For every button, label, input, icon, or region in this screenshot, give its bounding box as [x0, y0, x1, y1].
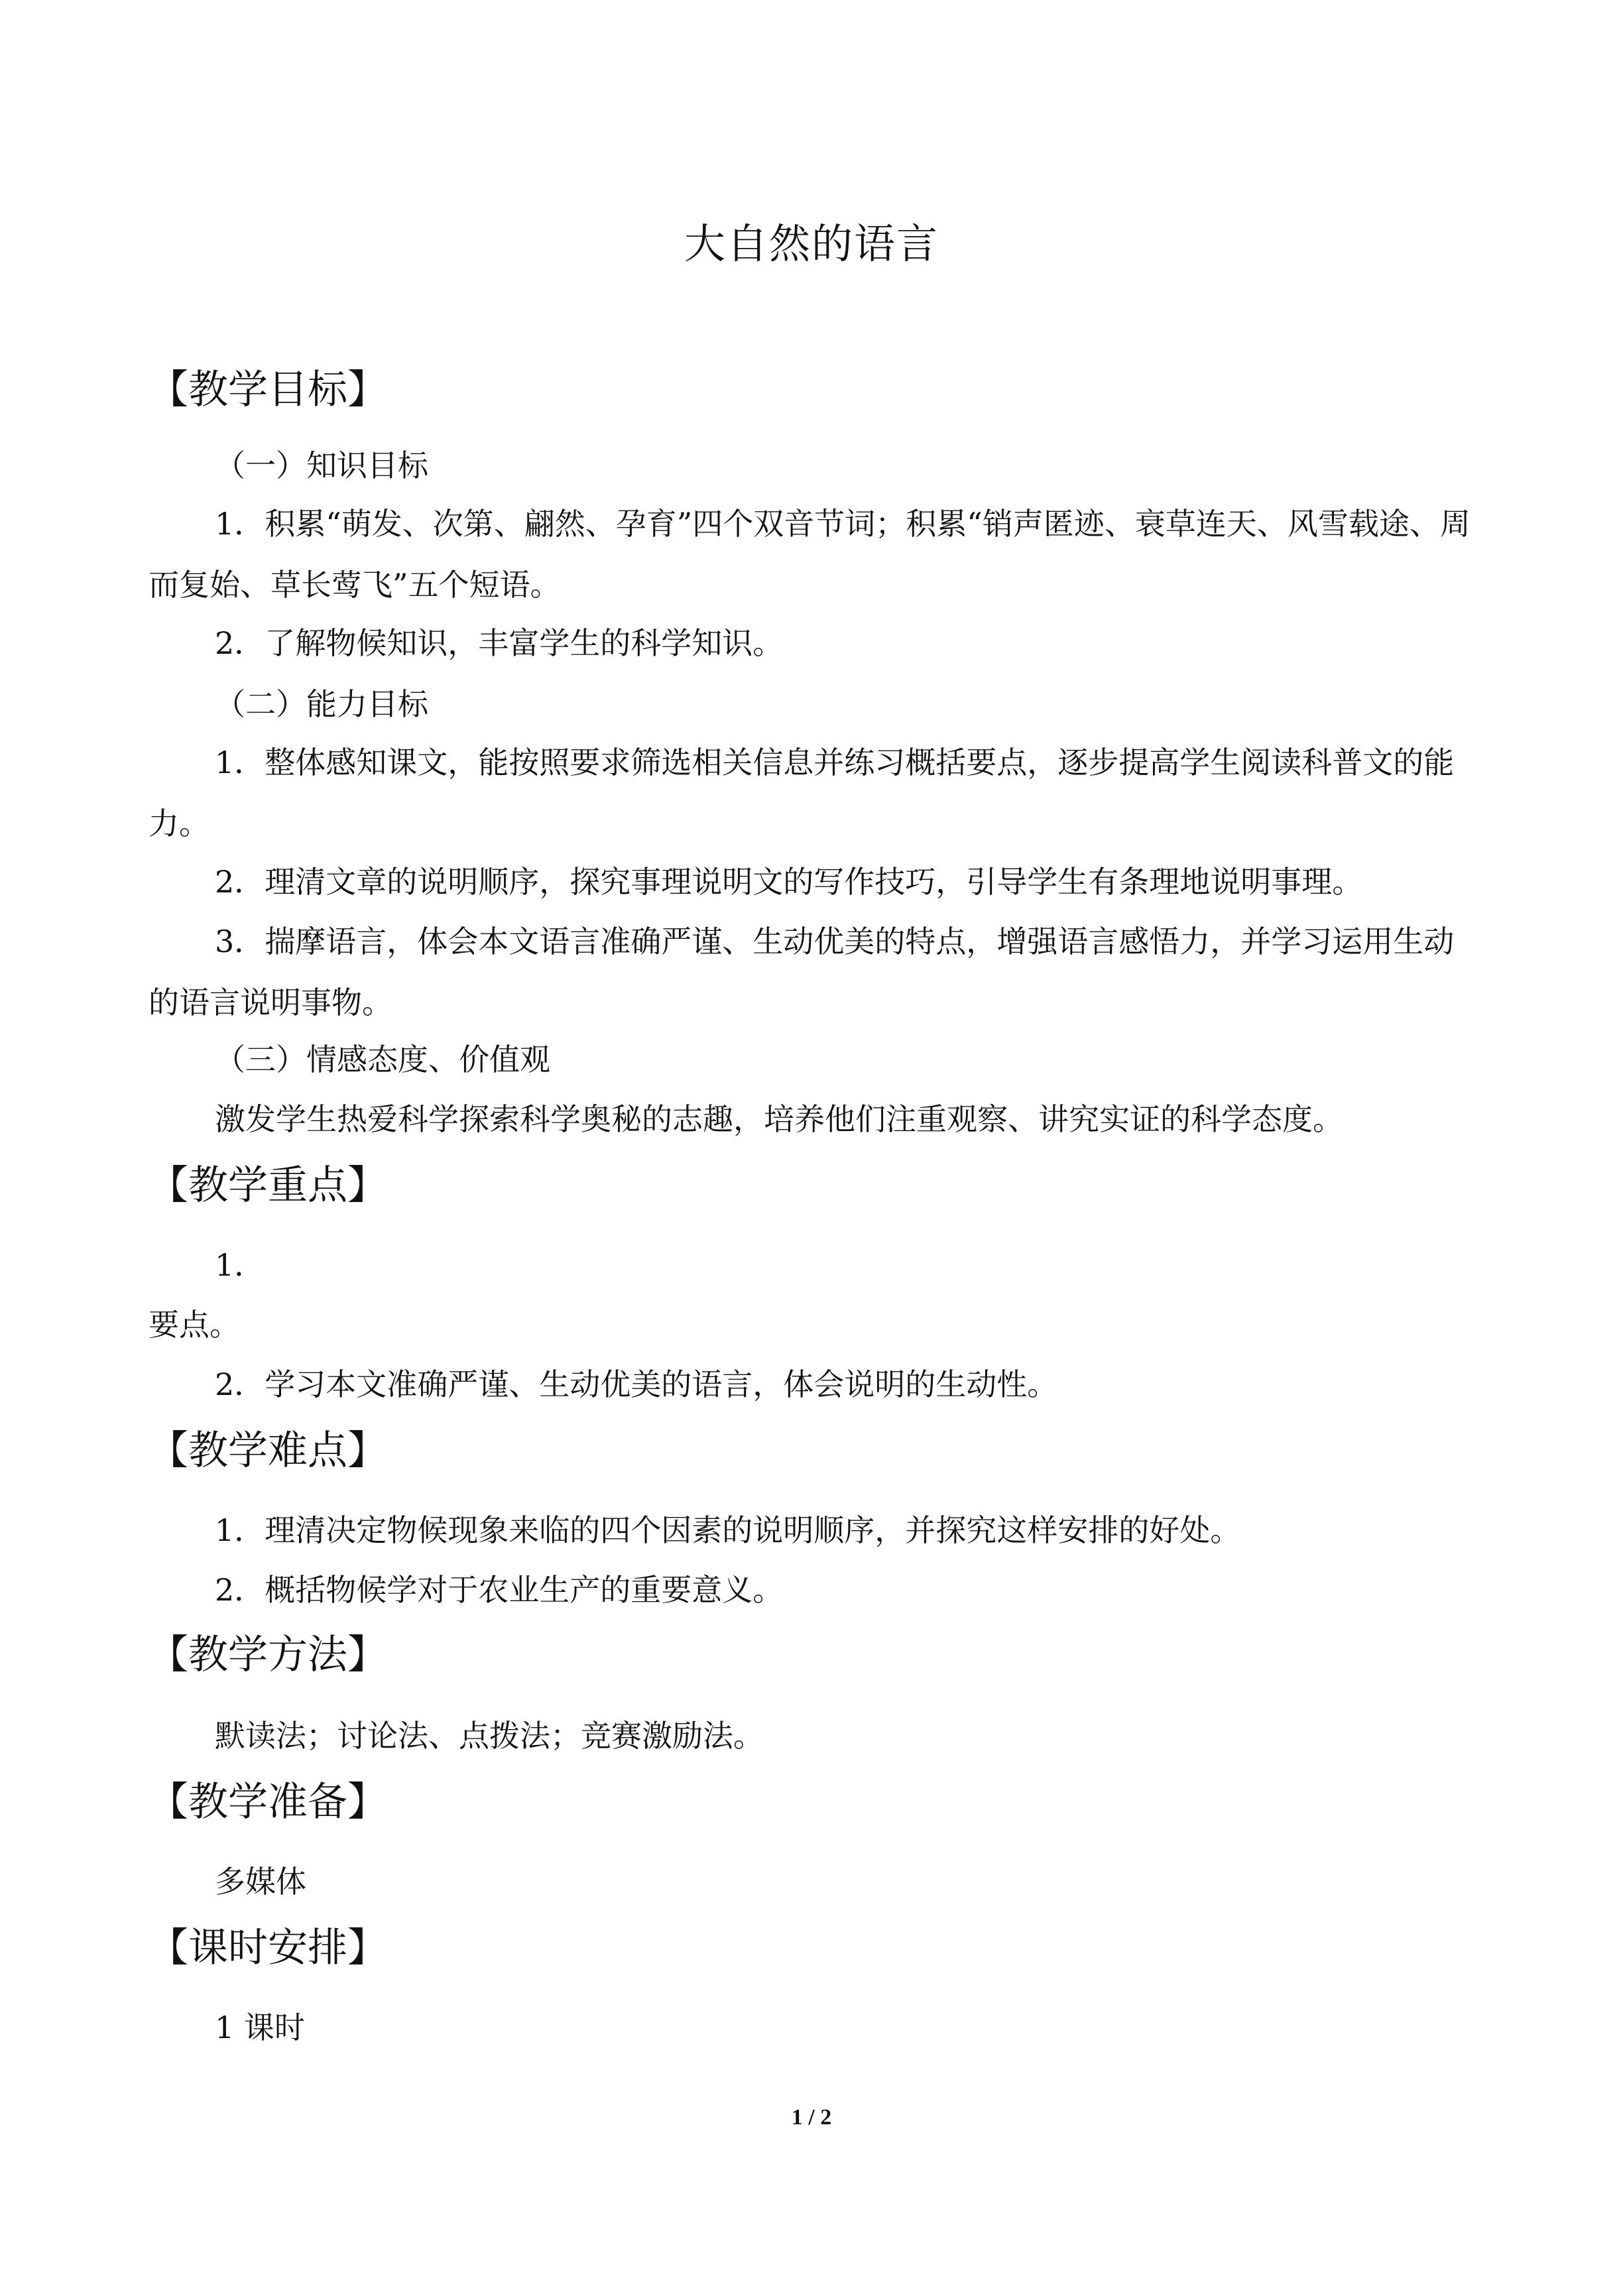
difficulty-1: 1．理清决定物候现象来临的四个因素的说明顺序，并探究这样安排的好处。	[215, 1512, 1241, 1548]
key-point-1-continued: 要点。	[149, 1307, 240, 1343]
key-point-2: 2．学习本文准确严谨、生动优美的语言，体会说明的生动性。	[215, 1366, 1058, 1402]
section-heading-schedule: 【课时安排】	[149, 1925, 387, 1971]
ability-goal-3: 3．揣摩语言，体会本文语言准确严谨、生动优美的特点，增强语言感悟力，并学习运用生动的语言说明事物。	[149, 924, 1455, 1020]
page-title: 大自然的语言	[684, 219, 939, 268]
knowledge-goal-heading: （一）知识目标	[215, 448, 428, 483]
page-number: 1 / 2	[791, 2105, 832, 2130]
emotion-goal-heading: （三）情感态度、价值观	[215, 1042, 550, 1077]
key-point-1: 1．	[215, 1247, 265, 1283]
difficulty-2: 2．概括物候学对于农业生产的重要意义。	[215, 1572, 784, 1608]
ability-goal-2: 2．理清文章的说明顺序，探究事理说明文的写作技巧，引导学生有条理地说明事理。	[215, 864, 1363, 900]
schedule-text: 1 课时	[215, 2010, 305, 2045]
knowledge-goal-1: 1．积累“萌发、次第、翩然、孕育”四个双音节词；积累“销声匿迹、衰草连天、风雪载途、周而复始、草长莺飞”五个短语。	[149, 506, 1471, 603]
section-heading-preparation: 【教学准备】	[149, 1779, 387, 1825]
section-heading-difficulties: 【教学难点】	[149, 1427, 387, 1474]
preparation-text: 多媒体	[215, 1864, 306, 1900]
section-heading-methods: 【教学方法】	[149, 1632, 387, 1678]
ability-goal-heading: （二）能力目标	[215, 686, 428, 722]
section-heading-key-points: 【教学重点】	[149, 1162, 387, 1209]
knowledge-goal-2: 2．了解物候知识，丰富学生的科学知识。	[215, 625, 784, 661]
methods-text: 默读法；讨论法、点拨法；竞赛激励法。	[215, 1718, 764, 1754]
section-heading-goals: 【教学目标】	[149, 367, 387, 413]
ability-goal-1: 1．整体感知课文，能按照要求筛选相关信息并练习概括要点，逐步提高学生阅读科普文的能力。	[149, 745, 1455, 841]
emotion-goal-1: 激发学生热爱科学探索科学奥秘的志趣，培养他们注重观察、讲究实证的科学态度。	[215, 1101, 1343, 1137]
